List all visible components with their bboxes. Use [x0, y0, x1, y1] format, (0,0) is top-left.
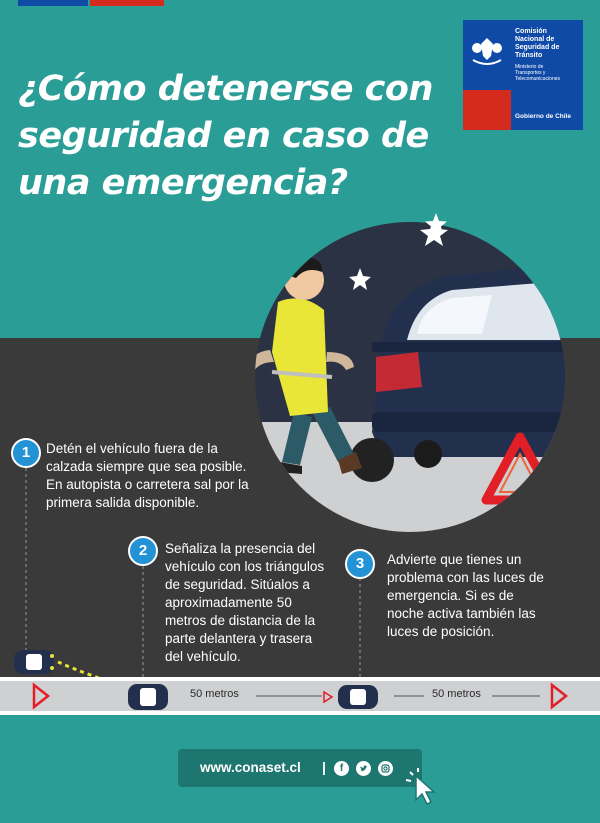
footer-bar — [178, 749, 422, 787]
title-line: una emergencia? — [18, 163, 348, 203]
step-1-text: Detén el vehículo fuera de la calzada siempre que sea posible. En autopista o carretera sal por la primera salida disponible. — [46, 441, 249, 510]
car-icon — [128, 684, 168, 710]
road-strip — [0, 677, 600, 715]
logo-org: Comisión Nacional de Seguridad de Tránsito — [515, 28, 560, 59]
star-icon — [424, 212, 448, 236]
conaset-logo — [463, 20, 583, 130]
flag-bar-red — [90, 0, 164, 6]
website-link[interactable]: www.conaset.cl — [200, 760, 301, 775]
facebook-icon[interactable]: f — [334, 761, 349, 776]
page-title — [18, 66, 438, 207]
car-icon — [12, 648, 56, 676]
footer-separator: | — [322, 759, 326, 775]
logo-text — [511, 20, 583, 130]
step-2-text: Señaliza la presencia del vehículo con los triángulos de seguridad. Sitúalos a aproximadamente 50 metros de distancia de la parte delantera y trasera del vehículo. — [165, 541, 325, 664]
logo-flag — [463, 20, 511, 130]
logo-ministry: Ministerio de Transportes y Telecomunicaciones — [515, 64, 561, 82]
instagram-icon[interactable] — [378, 761, 393, 776]
flag-bar-blue — [18, 0, 88, 6]
distance-label: 50 metros — [432, 688, 481, 700]
coat-of-arms-icon — [467, 34, 507, 70]
car-icon — [338, 685, 378, 709]
title-line: seguridad en caso de — [18, 116, 429, 156]
twitter-icon[interactable] — [356, 761, 371, 776]
title-line: ¿Cómo detenerse con — [18, 69, 433, 109]
logo-government: Gobierno de Chile — [515, 113, 571, 120]
emergency-scene-illustration — [242, 222, 578, 532]
step-3-badge: 3 — [345, 549, 375, 579]
step-2-badge: 2 — [128, 536, 158, 566]
distance-label: 50 metros — [190, 688, 239, 700]
step-3-text: Advierte que tienes un problema con las luces de emergencia. Si es de noche activa también las luces de posición. — [387, 552, 544, 639]
step-1-badge: 1 — [11, 438, 41, 468]
cursor-click-icon — [402, 766, 442, 806]
